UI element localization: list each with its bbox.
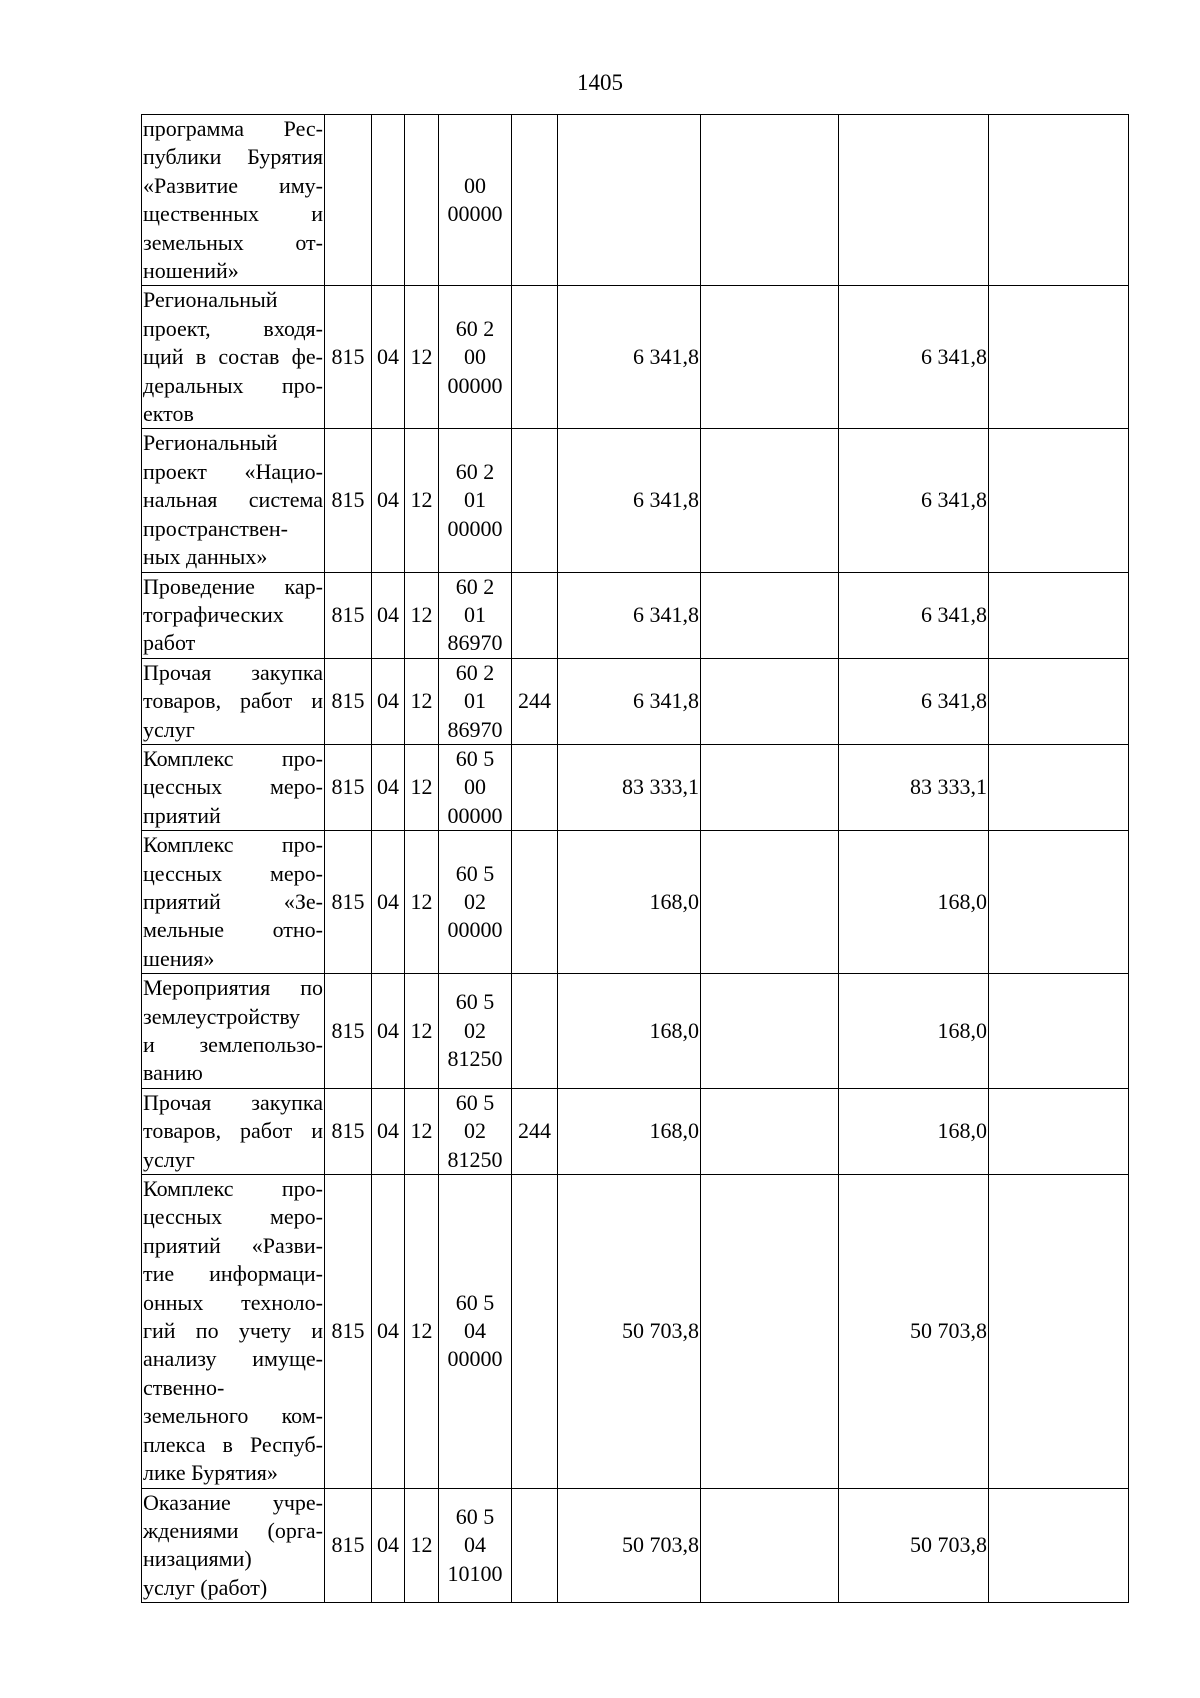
expense-type-cell	[512, 1175, 558, 1488]
item-name-line: анализу имуще-	[143, 1346, 323, 1372]
expense-type-cell: 244	[512, 658, 558, 744]
item-name-line: проект, входя-	[143, 315, 323, 341]
item-name-line: Мероприятия по	[143, 975, 323, 1001]
item-name-line: услуг	[143, 1146, 195, 1172]
item-name-line: шения»	[143, 945, 215, 971]
table-row	[142, 744, 1129, 830]
item-name-cell	[142, 429, 325, 572]
section-cell: 04	[372, 831, 405, 974]
amount-col9-cell	[989, 974, 1129, 1089]
target-article-cell: 60 5 02 00000	[439, 831, 512, 974]
total-amount-cell: 168,0	[558, 974, 701, 1089]
expense-type-cell	[512, 572, 558, 658]
item-name-cell	[142, 1175, 325, 1488]
amount-col9-cell	[989, 1488, 1129, 1603]
expense-type-cell	[512, 1488, 558, 1603]
grbs-cell: 815	[325, 744, 372, 830]
amount-col8-cell: 83 333,1	[839, 744, 989, 830]
subsection-cell: 12	[405, 974, 439, 1089]
item-name-line: тографических	[143, 601, 284, 627]
item-name-line: Прочая закупка	[143, 659, 323, 685]
target-article-cell: 60 5 02 81250	[439, 1088, 512, 1174]
grbs-cell: 815	[325, 1175, 372, 1488]
subsection-cell: 12	[405, 429, 439, 572]
table-row	[142, 1488, 1129, 1603]
item-name-line: приятий «Разви-	[143, 1232, 323, 1258]
subsection-cell: 12	[405, 572, 439, 658]
item-name-line: Комплекс про-	[143, 745, 323, 771]
item-name-line: цессных меро-	[143, 1204, 323, 1230]
item-name-line: онных техноло-	[143, 1289, 323, 1315]
section-cell: 04	[372, 974, 405, 1089]
table-row	[142, 974, 1129, 1089]
amount-col8-cell: 6 341,8	[839, 429, 989, 572]
item-name-line: плекса в Респуб-	[143, 1431, 323, 1457]
amount-col9-cell	[989, 1088, 1129, 1174]
item-name-line: Региональный	[143, 430, 278, 456]
grbs-cell: 815	[325, 429, 372, 572]
item-name-line: мельные отно-	[143, 917, 323, 943]
item-name-line: ектов	[143, 401, 194, 427]
total-amount-cell	[558, 115, 701, 286]
amount-col9-cell	[989, 115, 1129, 286]
subsection-cell: 12	[405, 744, 439, 830]
item-name-line: деральных про-	[143, 372, 323, 398]
target-article-cell: 60 2 01 86970	[439, 658, 512, 744]
item-name-line: тие информаци-	[143, 1261, 323, 1287]
table-row	[142, 286, 1129, 429]
item-name-line: публики Бурятия	[143, 144, 323, 170]
amount-col8-cell: 168,0	[839, 1088, 989, 1174]
grbs-cell: 815	[325, 658, 372, 744]
amount-col8-cell: 168,0	[839, 974, 989, 1089]
table-row	[142, 1088, 1129, 1174]
expense-type-cell	[512, 429, 558, 572]
item-name-line: приятий «Зе-	[143, 888, 323, 914]
item-name-line: услуг	[143, 716, 195, 742]
subsection-cell: 12	[405, 1088, 439, 1174]
table-row	[142, 429, 1129, 572]
total-amount-cell: 6 341,8	[558, 286, 701, 429]
item-name-line: землеустройству	[143, 1003, 301, 1029]
item-name-line: проект «Нацио-	[143, 458, 323, 484]
amount-col8-cell: 168,0	[839, 831, 989, 974]
target-article-cell: 60 5 02 81250	[439, 974, 512, 1089]
amount-col9-cell	[989, 572, 1129, 658]
amount-col8-cell: 50 703,8	[839, 1488, 989, 1603]
amount-col8-cell	[839, 115, 989, 286]
item-name-line: программа Рес-	[143, 116, 323, 141]
target-article-cell: 00 00000	[439, 115, 512, 286]
subsection-cell: 12	[405, 1175, 439, 1488]
item-name-cell	[142, 744, 325, 830]
amount-col8-cell: 6 341,8	[839, 572, 989, 658]
subsection-cell: 12	[405, 658, 439, 744]
target-article-cell: 60 5 00 00000	[439, 744, 512, 830]
amount-col9-cell	[989, 1175, 1129, 1488]
grbs-cell: 815	[325, 974, 372, 1089]
item-name-line: земельных от-	[143, 229, 323, 255]
item-name-line: ванию	[143, 1060, 203, 1086]
target-article-cell: 60 2 00 00000	[439, 286, 512, 429]
section-cell: 04	[372, 1488, 405, 1603]
amount-col7-cell	[701, 115, 839, 286]
grbs-cell	[325, 115, 372, 286]
item-name-line: Прочая закупка	[143, 1089, 323, 1115]
target-article-cell: 60 5 04 00000	[439, 1175, 512, 1488]
section-cell: 04	[372, 572, 405, 658]
total-amount-cell: 6 341,8	[558, 658, 701, 744]
expense-type-cell	[512, 115, 558, 286]
item-name-line: ственно-	[143, 1374, 225, 1400]
grbs-cell: 815	[325, 831, 372, 974]
amount-col9-cell	[989, 286, 1129, 429]
section-cell: 04	[372, 744, 405, 830]
amount-col7-cell	[701, 1175, 839, 1488]
item-name-line: земельного ком-	[143, 1403, 323, 1429]
amount-col7-cell	[701, 572, 839, 658]
section-cell: 04	[372, 429, 405, 572]
item-name-cell	[142, 658, 325, 744]
amount-col7-cell	[701, 429, 839, 572]
item-name-line: и землепользо-	[143, 1032, 323, 1057]
amount-col9-cell	[989, 831, 1129, 974]
total-amount-cell: 6 341,8	[558, 572, 701, 658]
total-amount-cell: 50 703,8	[558, 1488, 701, 1603]
amount-col9-cell	[989, 744, 1129, 830]
item-name-line: низациями)	[143, 1546, 252, 1572]
section-cell: 04	[372, 1088, 405, 1174]
item-name-line: «Развитие иму-	[143, 172, 323, 198]
section-cell: 04	[372, 658, 405, 744]
item-name-cell	[142, 1088, 325, 1174]
page-number: 1405	[577, 70, 623, 95]
target-article-cell: 60 2 01 00000	[439, 429, 512, 572]
subsection-cell: 12	[405, 831, 439, 974]
amount-col7-cell	[701, 974, 839, 1089]
subsection-cell: 12	[405, 1488, 439, 1603]
item-name-line: лике Бурятия»	[143, 1460, 278, 1486]
item-name-cell	[142, 115, 325, 286]
amount-col8-cell: 6 341,8	[839, 286, 989, 429]
item-name-line: ждениями (орга-	[143, 1517, 323, 1543]
item-name-line: ношений»	[143, 258, 239, 284]
item-name-line: Проведение кар-	[143, 573, 323, 599]
total-amount-cell: 168,0	[558, 831, 701, 974]
item-name-line: Оказание учре-	[143, 1489, 323, 1515]
budget-table	[141, 114, 1129, 1603]
item-name-line: ных данных»	[143, 544, 268, 570]
expense-type-cell: 244	[512, 1088, 558, 1174]
amount-col7-cell	[701, 744, 839, 830]
expense-type-cell	[512, 831, 558, 974]
section-cell: 04	[372, 1175, 405, 1488]
table-row	[142, 1175, 1129, 1488]
item-name-line: цессных меро-	[143, 860, 323, 886]
grbs-cell: 815	[325, 1488, 372, 1603]
item-name-line: нальная система	[143, 487, 323, 513]
item-name-cell	[142, 831, 325, 974]
item-name-cell	[142, 286, 325, 429]
amount-col7-cell	[701, 286, 839, 429]
amount-col9-cell	[989, 429, 1129, 572]
grbs-cell: 815	[325, 286, 372, 429]
grbs-cell: 815	[325, 1088, 372, 1174]
item-name-line: гий по учету и	[143, 1318, 323, 1344]
item-name-line: Региональный	[143, 287, 278, 313]
table-row	[142, 658, 1129, 744]
subsection-cell	[405, 115, 439, 286]
item-name-line: приятий	[143, 802, 221, 828]
target-article-cell: 60 2 01 86970	[439, 572, 512, 658]
amount-col7-cell	[701, 658, 839, 744]
amount-col9-cell	[989, 658, 1129, 744]
grbs-cell: 815	[325, 572, 372, 658]
item-name-cell	[142, 974, 325, 1089]
table-row	[142, 115, 1129, 286]
table-body	[142, 115, 1129, 1603]
amount-col7-cell	[701, 1488, 839, 1603]
table-row	[142, 572, 1129, 658]
total-amount-cell: 6 341,8	[558, 429, 701, 572]
item-name-line: товаров, работ и	[143, 688, 323, 714]
section-cell	[372, 115, 405, 286]
subsection-cell: 12	[405, 286, 439, 429]
expense-type-cell	[512, 974, 558, 1089]
target-article-cell: 60 5 04 10100	[439, 1488, 512, 1603]
item-name-cell	[142, 1488, 325, 1603]
item-name-line: щий в состав фе-	[143, 344, 323, 370]
expense-type-cell	[512, 744, 558, 830]
item-name-cell	[142, 572, 325, 658]
item-name-line: Комплекс про-	[143, 1176, 323, 1202]
amount-col8-cell: 6 341,8	[839, 658, 989, 744]
item-name-line: пространствен-	[143, 515, 289, 541]
total-amount-cell: 168,0	[558, 1088, 701, 1174]
item-name-line: работ	[143, 630, 196, 656]
item-name-line: товаров, работ и	[143, 1118, 323, 1144]
item-name-line: цессных меро-	[143, 774, 323, 800]
amount-col8-cell: 50 703,8	[839, 1175, 989, 1488]
item-name-line: услуг (работ)	[143, 1574, 268, 1600]
amount-col7-cell	[701, 1088, 839, 1174]
total-amount-cell: 50 703,8	[558, 1175, 701, 1488]
expense-type-cell	[512, 286, 558, 429]
item-name-line: Комплекс про-	[143, 832, 323, 858]
section-cell: 04	[372, 286, 405, 429]
total-amount-cell: 83 333,1	[558, 744, 701, 830]
item-name-line: щественных и	[143, 201, 323, 227]
amount-col7-cell	[701, 831, 839, 974]
table-row	[142, 831, 1129, 974]
